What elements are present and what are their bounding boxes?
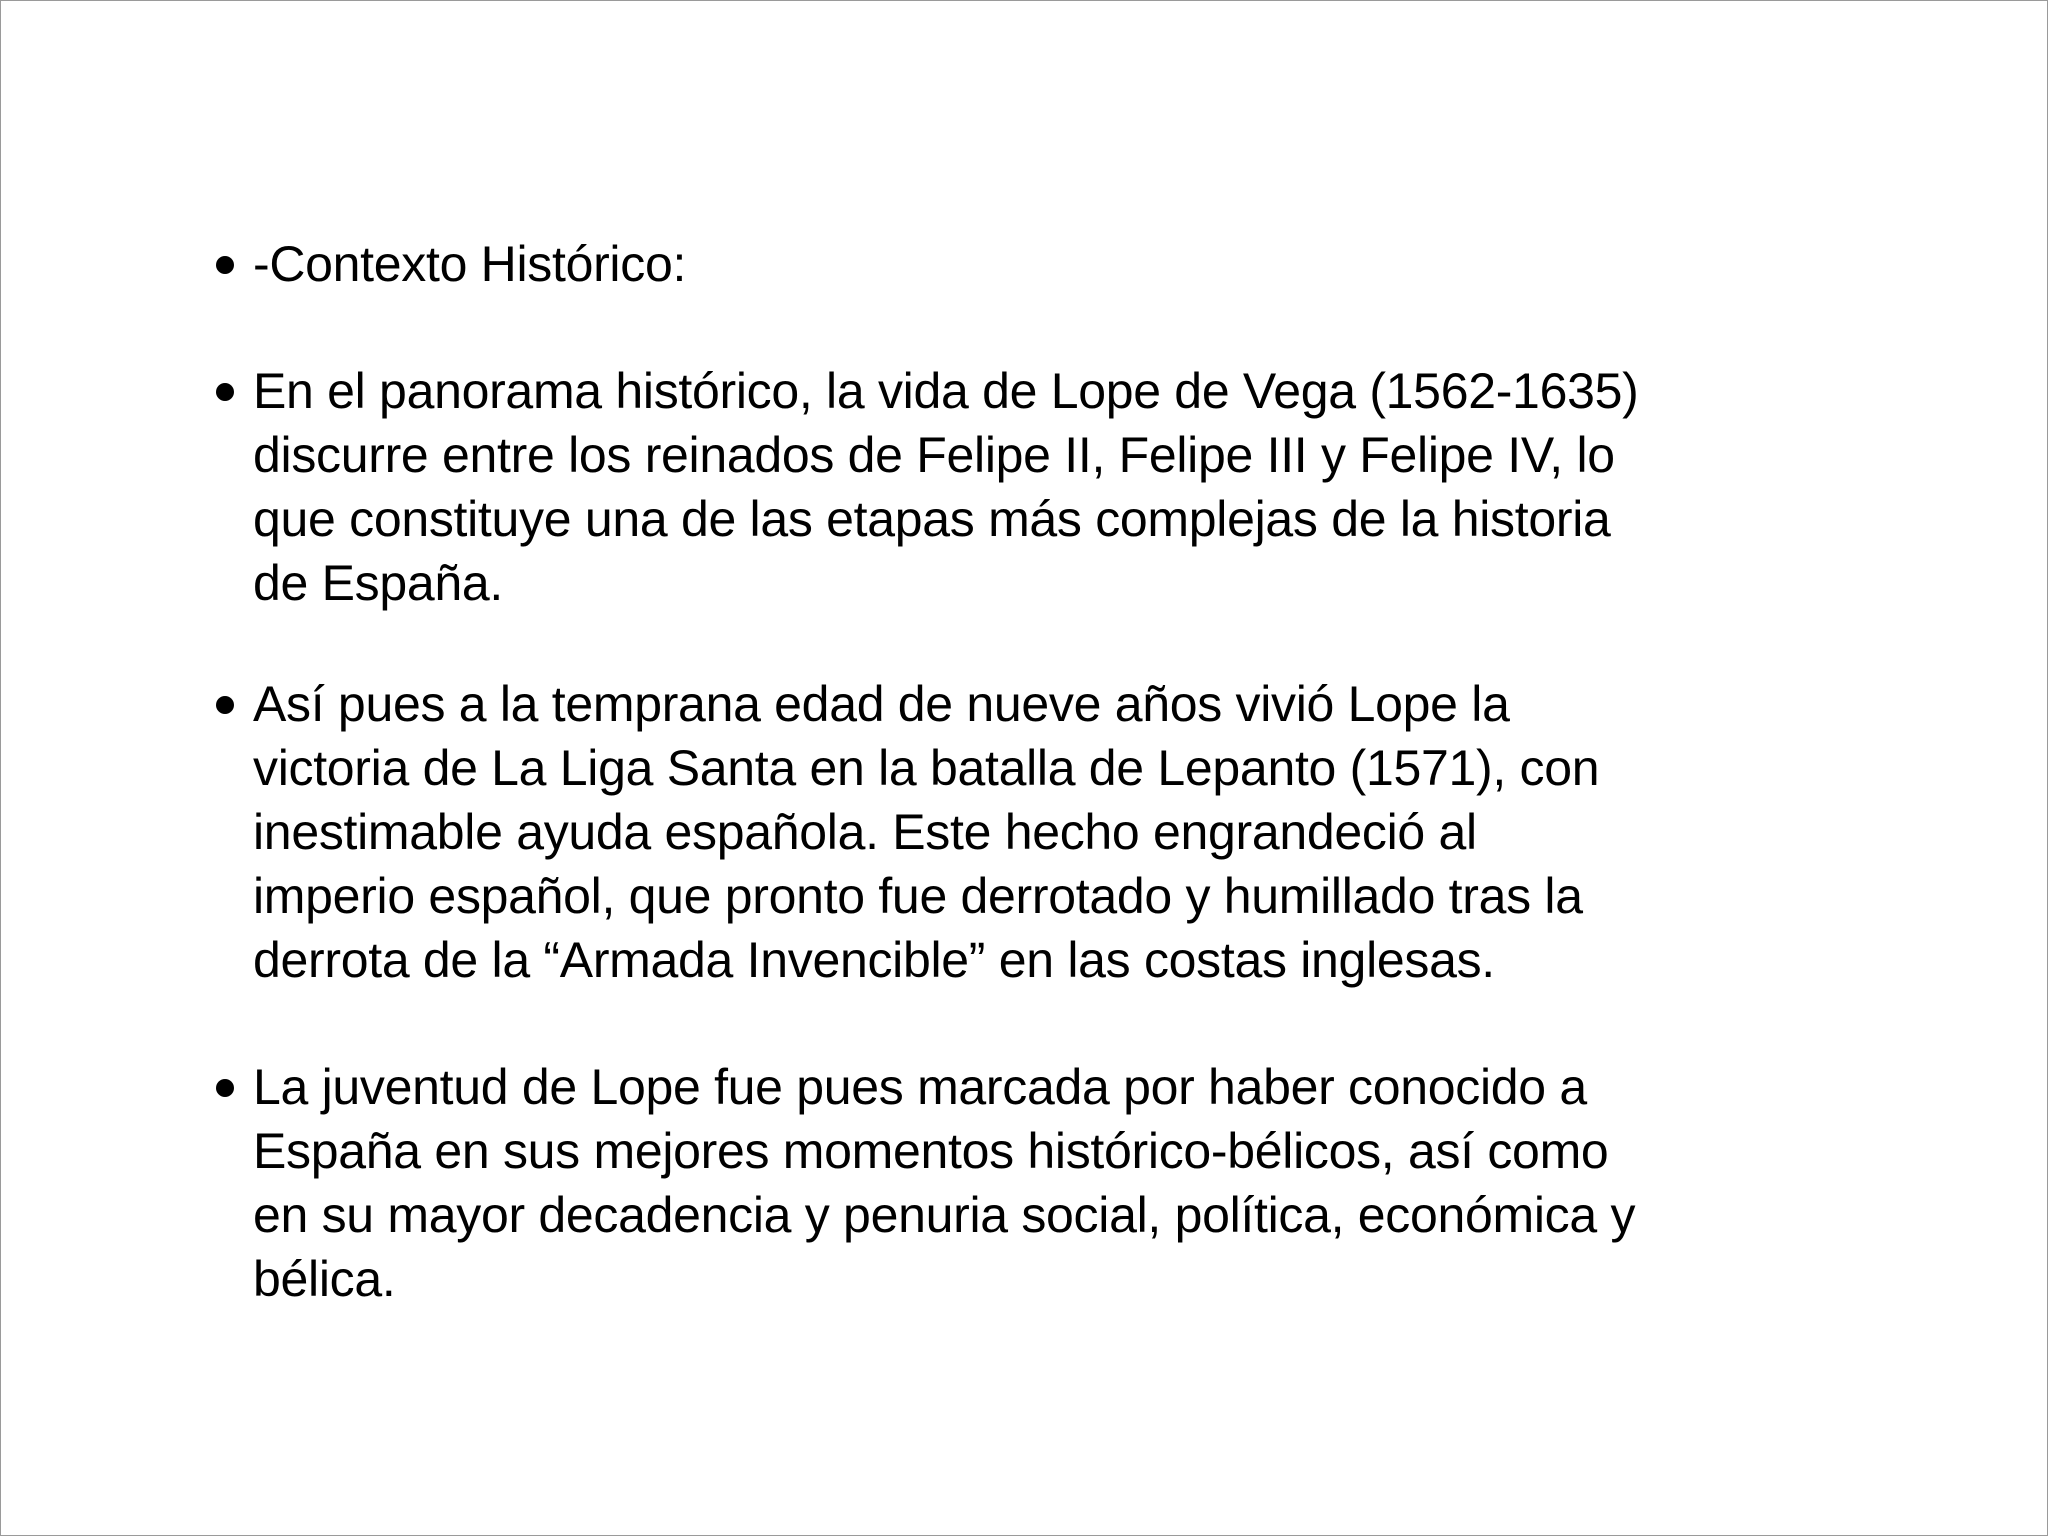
bullet-line: victoria de La Liga Santa en la batalla de Lepanto (1571), con (253, 740, 1600, 796)
bullet-line: En el panorama histórico, la vida de Lope de Vega (1562-1635) (253, 363, 1639, 419)
bullet-line: de España. (253, 555, 503, 611)
bullet-dot-icon (216, 696, 234, 714)
bullet-juventud-de-lope (253, 1055, 1873, 1311)
bullet-line: La juventud de Lope fue pues marcada por haber conocido a (253, 1059, 1587, 1115)
bullet-dot-icon (216, 256, 234, 274)
bullet-dot-icon (216, 1079, 234, 1097)
bullet-line: derrota de la “Armada Invencible” en las costas inglesas. (253, 932, 1495, 988)
bullet-line: discurre entre los reinados de Felipe II, Felipe III y Felipe IV, lo (253, 427, 1615, 483)
bullet-line: España en sus mejores momentos histórico-bélicos, así como (253, 1123, 1609, 1179)
bullet-line: -Contexto Histórico: (253, 236, 687, 292)
bullet-line: en su mayor decadencia y penuria social, política, económica y (253, 1187, 1636, 1243)
bullet-contexto-historico (253, 232, 1873, 296)
bullet-line: Así pues a la temprana edad de nueve años vivió Lope la (253, 676, 1510, 732)
bullet-dot-icon (216, 383, 234, 401)
bullet-line: bélica. (253, 1251, 396, 1307)
bullet-panorama-historico (253, 359, 1873, 615)
bullet-line: imperio español, que pronto fue derrotado y humillado tras la (253, 868, 1583, 924)
bullet-line: que constituye una de las etapas más complejas de la historia (253, 491, 1611, 547)
bullet-lepanto (253, 672, 1873, 992)
bullet-line: inestimable ayuda española. Este hecho engrandeció al (253, 804, 1477, 860)
